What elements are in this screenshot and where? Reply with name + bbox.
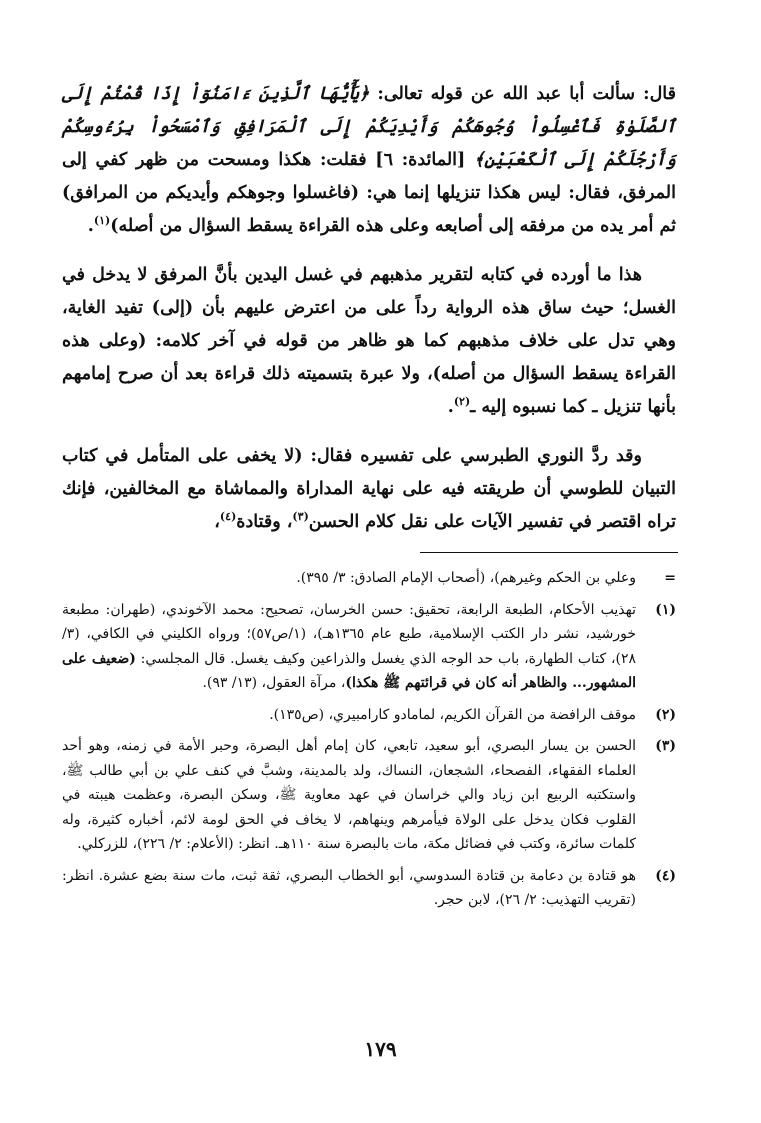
main-text bbox=[62, 78, 676, 555]
footnote-4 bbox=[62, 864, 676, 913]
p2-bold: (وعلى هذه القراءة يسقط السؤال من أصله) bbox=[62, 331, 676, 384]
footnote-text bbox=[62, 598, 636, 696]
footnote-1 bbox=[62, 598, 676, 696]
footnote-marker: (٣) bbox=[655, 738, 676, 754]
footnote-2 bbox=[62, 703, 676, 728]
footnote-separator bbox=[420, 552, 678, 553]
footnotes bbox=[62, 566, 676, 920]
paragraph-1 bbox=[62, 78, 676, 243]
p1-lead: قال: سألت أبا عبد الله عن قوله تعالى: bbox=[369, 84, 676, 104]
footnote-ref-4[interactable]: (٤) bbox=[219, 510, 237, 524]
footnote-text: موقف الرافضة من القرآن الكريم، لمامادو كارامبيري، (ص١٣٥). bbox=[269, 706, 636, 723]
p3-tail: ، bbox=[214, 512, 220, 532]
p1-rest: [المائدة: ٦] فقلت: هكذا ومسحت من ظهر كفي إلى المرفق، فقال: ليس هكذا تنزيلها إنما هي: (فاغسلوا وجوهكم وأيديكم من المرافق) ثم أمر يده من مرفقه إلى أصابعه وعلى هذه القراءة يسقط السؤال من أصله) bbox=[62, 150, 676, 236]
p2-text2: ، ولا عبرة بتسميته ذلك قراءة بعد أن صرح إمامهم بأنها تنزيل ـ كما نسبوه إليه ـ bbox=[62, 364, 676, 417]
paragraph-2 bbox=[62, 259, 676, 424]
footnote-3 bbox=[62, 734, 676, 857]
footnote-continuation bbox=[62, 566, 676, 591]
p3-bold: (لا يخفى على المتأمل في كتاب التبيان للطوسي أن طريقته فيه على نهاية المداراة والمماشاة مع المخالفين، فإنك تراه اقتصر في تفسير الآيات على نقل كلام الحسن bbox=[62, 446, 676, 532]
fn1-tail: ، مرآة العقول، (١٣/ ٩٣). bbox=[202, 675, 346, 691]
footnote-marker: (٢) bbox=[655, 706, 676, 723]
p3-mid: ، وقتادة bbox=[236, 512, 293, 532]
footnote-text: الحسن بن يسار البصري، أبو سعيد، تابعي، كان إمام أهل البصرة، وحبر الأمة في زمنه، وهو أحد العلماء الفقهاء، الفصحاء، الشجعان، النساك، ولد بالمدينة، وشبَّ في كنف علي بن أبي طالب ﷺ، واستكتبه الربيع ابن زياد والي خراسان في عهد معاوية ﷺ، وسكن البصرة، وعظمت هيبته في القلوب فكان يدخل على الولاة فيأمرهم وينهاهم، لا يخاف في الحق لومة لائم، أخباره كثيرة، وله كلمات سائرة، وكتب في فضائل مكة، مات بالبصرة سنة ١١٠هـ. انظر: (الأعلام: ٢/ ٢٢٦)، للزركلي. bbox=[62, 738, 636, 852]
footnote-ref-3[interactable]: (٣) bbox=[292, 510, 309, 524]
footnote-marker: (٤) bbox=[655, 867, 676, 884]
page-number: ١٧٩ bbox=[364, 1037, 397, 1061]
fn1-bold: (ضعيف على المشهور... والظاهر أنه كان في قرائتهم ﷺ هكذا) bbox=[62, 650, 636, 691]
footnote-ref-2[interactable]: (٢) bbox=[453, 395, 471, 409]
quran-verse: ﴿يَٰٓأَيُّهَا ٱلَّذِينَ ءَامَنُوٓاْ إِذَا قُمْتُمْ إِلَى ٱلصَّلَوٰةِ فَٱغْسِلُواْ وُجُوهَكُمْ وَأَيْدِيَكُمْ إِلَى ٱلْمَرَافِقِ وَٱمْسَحُواْ بِرُءُوسِكُمْ وَأَرْجُلَكُمْ إِلَى ٱلْكَعْبَيْنِ﴾ bbox=[62, 84, 676, 170]
footnote-marker: = bbox=[664, 570, 676, 586]
p2-tail: . bbox=[447, 397, 454, 417]
fn1-text: تهذيب الأحكام، الطبعة الرابعة، تحقيق: حسن الخرسان، تصحيح: محمد الآخوندي، (طهران: مطبعة خورشيد، نشر دار الكتب الإسلامية، طبع عام ١٣٦٥هـ)، (١/ص٥٧)؛ ورواه الكليني في الكافي، (٣/ ٢٨)، كتاب الطهارة، باب حد الوجه الذي يغسل والذراعين وكيف يغسل. قال المجلسي: bbox=[62, 601, 636, 667]
footnote-marker: (١) bbox=[655, 601, 676, 618]
footnote-text: هو قتادة بن دعامة بن قتادة السدوسي، أبو الخطاب البصري، ثقة ثبت، مات سنة بضع عشرة. انظر: (تقريب التهذيب: ٢/ ٢٦)، لابن حجر. bbox=[62, 867, 636, 908]
paragraph-3 bbox=[62, 440, 676, 539]
p2-text1: هذا ما أورده في كتابه لتقرير مذهبهم في غسل اليدين بأنَّ المرفق لا يدخل في الغسل؛ حيث ساق هذه الرواية رداً على من اعترض عليهم بأن (إلى) تفيد الغاية، وهي تدل على خلاف مذهبهم كما هو ظاهر من قوله في آخر كلامه: bbox=[62, 265, 676, 351]
p3-lead: وقد ردَّ النوري الطبرسي على تفسيره فقال: bbox=[302, 446, 643, 466]
footnote-text: وعلي بن الحكم وغيرهم)، (أصحاب الإمام الصادق: ٣/ ٣٩٥). bbox=[296, 570, 636, 586]
footnote-ref-1[interactable]: (١) bbox=[93, 214, 111, 228]
p1-tail: . bbox=[87, 216, 94, 236]
